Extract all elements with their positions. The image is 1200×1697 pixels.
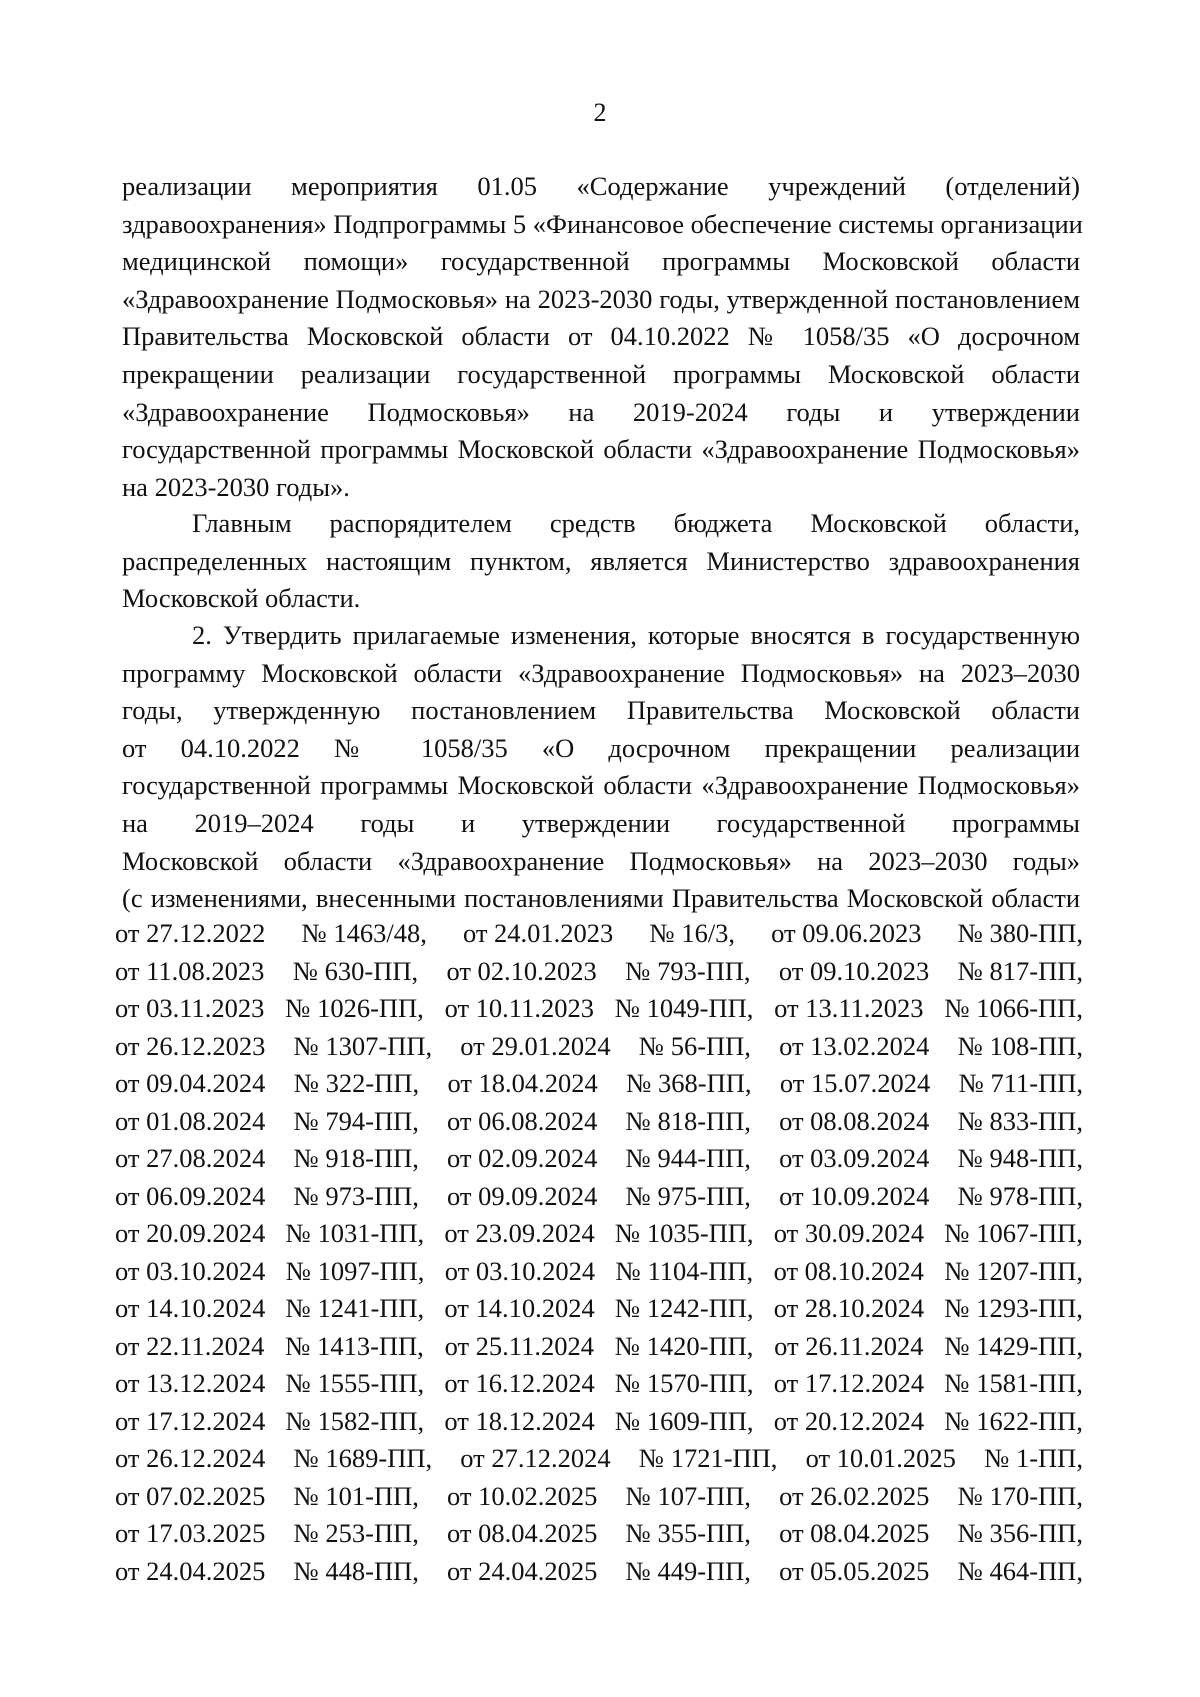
amendment-date: от 14.10.2024 [115, 1293, 266, 1323]
amendment-number: № 1026-ПП, [285, 993, 424, 1023]
amendment-number: № 1097-ПП, [285, 1255, 425, 1286]
amendment-date: от 26.12.2024 [115, 1443, 266, 1473]
amendment-number: № 1413-ПП, [285, 1330, 424, 1361]
amendment-number: № 975-ПП, [625, 1180, 751, 1211]
amendment-number: № 1429-ПП, [944, 1330, 1083, 1361]
amendment-date: от 27.12.2024 [460, 1443, 611, 1473]
amendment-date: от 13.11.2023 [774, 993, 924, 1023]
amendment-date: от 29.01.2024 [460, 1030, 611, 1061]
text-line: Правительства Московской области от 04.10.2022 № 1058/35 «О досрочном [122, 321, 1080, 352]
amendment-date: от 11.08.2023 [115, 955, 265, 986]
amendment-number: № 630-ПП, [292, 955, 419, 986]
amendment-date: от 30.09.2024 [773, 1218, 925, 1248]
amendment-number: № 817-ПП, [957, 955, 1083, 986]
amendment-number: № 1293-ПП, [944, 1293, 1083, 1323]
text-line: медицинской помощи» государственной программы Московской области [122, 246, 1080, 277]
amendment-number: № 1721-ПП, [638, 1443, 778, 1473]
amendment-date: от 22.11.2024 [115, 1330, 265, 1361]
amendment-date: от 08.04.2025 [447, 1518, 598, 1548]
amendment-date: от 09.06.2023 [771, 918, 922, 948]
amendment-date: от 26.12.2023 [115, 1030, 266, 1061]
amendment-number: № 1555-ПП, [285, 1368, 425, 1398]
amendment-date: от 27.12.2022 [115, 918, 266, 948]
amendment-number: № 1463/48, [301, 918, 427, 948]
amendment-date: от 03.10.2024 [444, 1255, 596, 1286]
amendment-number: № 253-ПП, [293, 1518, 419, 1548]
amendment-number: № 793-ПП, [625, 955, 751, 986]
text-line: на 2019–2024 годы и утверждении государственной программы [122, 807, 1080, 838]
amendment-date: от 23.09.2024 [444, 1218, 595, 1248]
amendment-row [115, 1253, 1083, 1291]
amendment-number: № 711-ПП, [958, 1068, 1083, 1098]
amendment-date: от 08.08.2024 [779, 1105, 930, 1136]
amendment-date: от 02.09.2024 [447, 1143, 598, 1173]
amendment-number: № 170-ПП, [957, 1480, 1083, 1511]
amendment-date: от 26.02.2025 [779, 1480, 930, 1511]
amendment-number: № 1420-ПП, [614, 1330, 754, 1361]
amendment-number: № 448-ПП, [293, 1555, 419, 1586]
amendment-number: № 1582-ПП, [285, 1405, 425, 1436]
amendment-date: от 08.10.2024 [773, 1255, 924, 1286]
amendment-date: от 05.05.2025 [779, 1555, 930, 1586]
amendment-date: от 10.09.2024 [779, 1180, 930, 1211]
amendment-number: № 355-ПП, [625, 1518, 751, 1548]
amendment-number: № 1307-ПП, [293, 1030, 433, 1061]
amendment-date: от 03.09.2024 [779, 1143, 930, 1173]
amendment-number: № 1242-ПП, [614, 1293, 754, 1323]
paragraph-budget-administrator [122, 505, 1080, 618]
text-line: здравоохранения» Подпрограммы 5 «Финансовое обеспечение системы организации [122, 208, 1083, 239]
amendment-date: от 10.02.2025 [447, 1480, 598, 1511]
amendment-date: от 16.12.2024 [444, 1368, 595, 1398]
amendment-number: № 1-ПП, [984, 1443, 1083, 1473]
amendment-number: № 108-ПП, [957, 1030, 1083, 1061]
amendment-date: от 27.08.2024 [115, 1143, 266, 1173]
amendment-number: № 356-ПП, [957, 1518, 1083, 1548]
amendment-number: № 973-ПП, [293, 1180, 419, 1211]
amendment-row [115, 1215, 1083, 1253]
amendment-date: от 09.10.2023 [778, 955, 930, 986]
amendment-date: от 18.12.2024 [444, 1405, 595, 1436]
amendment-row [115, 1365, 1083, 1403]
amendment-date: от 06.09.2024 [115, 1180, 266, 1211]
amendment-date: от 07.02.2025 [115, 1480, 266, 1511]
amendment-row [115, 1290, 1083, 1328]
amendment-row [115, 953, 1083, 991]
amendment-date: от 06.08.2024 [447, 1105, 598, 1136]
amendment-number: № 1207-ПП, [944, 1255, 1083, 1286]
amendment-date: от 17.12.2024 [115, 1405, 266, 1436]
amendment-number: № 833-ПП, [957, 1105, 1083, 1136]
amendment-date: от 13.02.2024 [779, 1030, 930, 1061]
amendment-number: № 1067-ПП, [944, 1218, 1083, 1248]
amendment-number: № 1581-ПП, [944, 1368, 1083, 1398]
amendment-row [115, 1065, 1083, 1103]
amendment-date: от 14.10.2024 [444, 1293, 595, 1323]
amendment-number: № 380-ПП, [957, 918, 1083, 948]
text-line: 2. Утвердить прилагаемые изменения, которые вносятся в государственную [192, 620, 1080, 650]
amendment-number: № 368-ПП, [626, 1068, 752, 1098]
amendment-date: от 24.04.2025 [447, 1555, 598, 1586]
amendment-date: от 28.10.2024 [773, 1293, 925, 1323]
text-line: государственной программы Московской области «Здравоохранение Подмосковья» [122, 434, 1080, 465]
amendment-number: № 944-ПП, [625, 1143, 751, 1173]
text-line: Главным распорядителем средств бюджета Московской области, [192, 508, 1080, 538]
amendment-date: от 02.10.2023 [446, 955, 597, 986]
text-line: «Здравоохранение Подмосковья» на 2023-2030 годы, утвержденной постановлением [122, 283, 1080, 314]
amendment-number: № 978-ПП, [957, 1180, 1083, 1211]
amendment-date: от 17.03.2025 [115, 1518, 266, 1548]
amendment-number: № 918-ПП, [293, 1143, 419, 1173]
amendment-number: № 322-ПП, [293, 1068, 420, 1098]
text-line: программу Московской области «Здравоохранение Подмосковья» на 2023–2030 [122, 657, 1080, 688]
amendment-date: от 24.01.2023 [462, 918, 614, 948]
text-line: на 2023-2030 годы». [122, 471, 350, 502]
amendment-date: от 15.07.2024 [779, 1068, 931, 1098]
amendment-number: № 1689-ПП, [293, 1443, 433, 1473]
amendment-date: от 26.11.2024 [774, 1330, 924, 1361]
amendment-date: от 24.04.2025 [115, 1555, 266, 1586]
amendment-number: № 449-ПП, [625, 1555, 751, 1586]
amendment-row [115, 1028, 1083, 1066]
amendment-date: от 20.09.2024 [115, 1218, 266, 1248]
amendment-date: от 01.08.2024 [115, 1105, 266, 1136]
amendment-number: № 1241-ПП, [285, 1293, 425, 1323]
amendment-number: № 464-ПП, [957, 1555, 1083, 1586]
amendment-date: от 03.10.2024 [115, 1255, 266, 1286]
amendment-number: № 1609-ПП, [614, 1405, 754, 1436]
text-line: Московской области. [122, 583, 361, 614]
paragraph-approve-changes [122, 617, 1080, 918]
amendment-row [115, 1403, 1083, 1441]
amendment-row [115, 1178, 1083, 1216]
amendment-date: от 20.12.2024 [773, 1405, 925, 1436]
amendment-date: от 13.12.2024 [115, 1368, 266, 1398]
amendment-number: № 1570-ПП, [614, 1368, 754, 1398]
amendment-number: № 1035-ПП, [614, 1218, 754, 1248]
text-line: государственной программы Московской области «Здравоохранение Подмосковья» [122, 770, 1080, 801]
amendment-date: от 10.01.2025 [805, 1443, 956, 1473]
text-line: распределенных настоящим пунктом, является Министерство здравоохранения [122, 545, 1080, 576]
amendment-row [115, 915, 1083, 953]
amendment-number: № 1049-ПП, [614, 993, 754, 1023]
amendment-date: от 09.04.2024 [115, 1068, 266, 1098]
amendment-row [115, 1515, 1083, 1553]
amendment-number: № 1031-ПП, [285, 1218, 425, 1248]
amendment-row [115, 990, 1083, 1028]
text-line: прекращении реализации государственной программы Московской области [122, 358, 1080, 389]
amendment-number: № 1066-ПП, [944, 993, 1083, 1023]
amendment-row [115, 1440, 1083, 1478]
amendment-number: № 56-ПП, [638, 1030, 751, 1061]
page-number: 2 [593, 98, 607, 127]
text-line: от 04.10.2022 № 1058/35 «О досрочном прекращении реализации [122, 732, 1080, 763]
amendment-number: № 101-ПП, [293, 1480, 419, 1511]
amendment-number: № 1104-ПП, [615, 1255, 754, 1286]
amendment-date: от 10.11.2023 [444, 993, 594, 1023]
text-line: (с изменениями, внесенными постановлениями Правительства Московской области [122, 883, 1080, 914]
amendment-date: от 17.12.2024 [773, 1368, 925, 1398]
amendment-number: № 948-ПП, [957, 1143, 1083, 1173]
amendment-number: № 818-ПП, [625, 1105, 751, 1136]
amendment-date: от 18.04.2024 [447, 1068, 598, 1098]
amendment-number: № 107-ПП, [625, 1480, 751, 1511]
amendment-date: от 03.11.2023 [115, 993, 265, 1023]
amendment-date: от 25.11.2024 [444, 1330, 594, 1361]
text-line: реализации мероприятия 01.05 «Содержание учреждений (отделений) [122, 171, 1080, 201]
amendment-number: № 1622-ПП, [944, 1405, 1083, 1436]
text-line: Московской области «Здравоохранение Подмосковья» на 2023–2030 годы» [122, 845, 1080, 876]
amendment-date: от 08.04.2025 [779, 1518, 930, 1548]
amendment-date: от 09.09.2024 [447, 1180, 598, 1211]
amendment-row [115, 1553, 1083, 1591]
amendment-row [115, 1478, 1083, 1516]
amendment-row [115, 1140, 1083, 1178]
text-line: «Здравоохранение Подмосковья» на 2019-2024 годы и утверждении [122, 396, 1080, 427]
amendment-row [115, 1103, 1083, 1141]
amendment-number: № 794-ПП, [293, 1105, 419, 1136]
amendment-row [115, 1328, 1083, 1366]
amendment-number: № 16/3, [649, 918, 736, 948]
amendments-list [115, 915, 1083, 1590]
text-line: годы, утвержденную постановлением Правительства Московской области [122, 695, 1080, 726]
paragraph-funding-continuation [122, 168, 1083, 506]
